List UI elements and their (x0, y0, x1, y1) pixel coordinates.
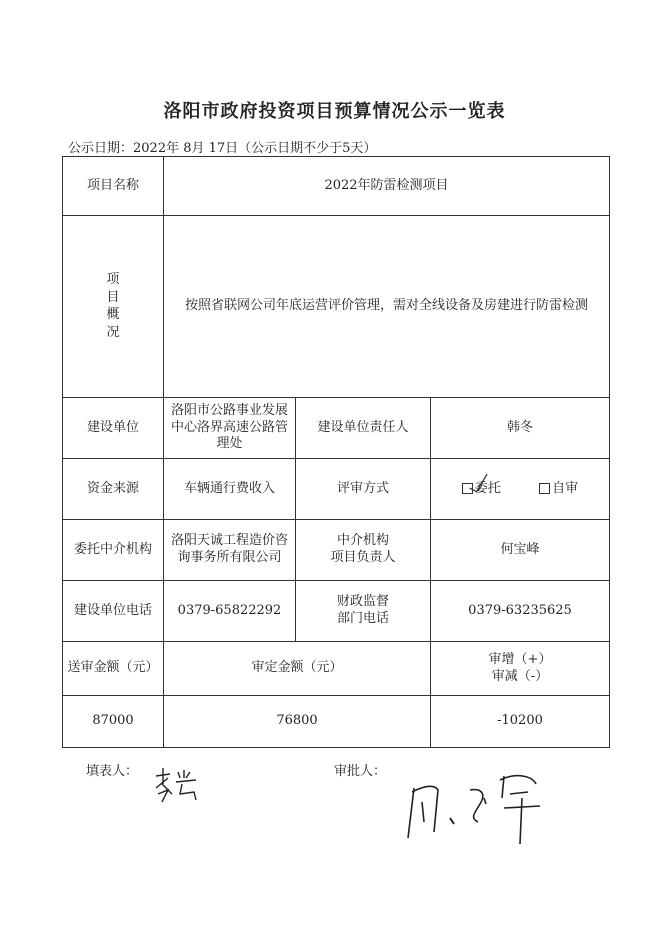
agency-label: 委托中介机构 (63, 520, 164, 581)
overview-label-char: 目 (106, 289, 120, 305)
project-name-value: 2022年防雷检测项目 (164, 157, 610, 216)
submitted-amount: 87000 (63, 696, 164, 748)
checkbox-icon (539, 483, 550, 494)
approver-label: 审批人： (334, 764, 387, 779)
approved-amount-label: 审定金额（元） (164, 642, 431, 696)
filler-label: 填表人： (86, 764, 139, 779)
overview-value: 按照省联网公司年底运营评价管理，需对全线设备及房建进行防雷检测 (164, 216, 610, 398)
review-method-options (431, 459, 610, 520)
project-table (62, 156, 610, 748)
fund-source-label: 资金来源 (63, 459, 164, 520)
table-row (63, 459, 610, 520)
builder-phone-label: 建设单位电话 (63, 581, 164, 642)
builder-responsible-value: 韩冬 (431, 398, 610, 459)
overview-label-char: 概 (106, 307, 120, 323)
builder-label: 建设单位 (63, 398, 164, 459)
review-method-label: 评审方式 (296, 459, 431, 520)
builder-value: 洛阳市公路事业发展中心洛界高速公路管理处 (164, 398, 296, 459)
overview-label-char: 项 (106, 272, 120, 288)
change-label: 审增（+） 审减（-） (431, 642, 610, 696)
project-name-label: 项目名称 (63, 157, 164, 216)
review-option-self[interactable]: 自审 (539, 481, 578, 496)
agency-head-value: 何宝峰 (431, 520, 610, 581)
agency-head-label: 中介机构 项目负责人 (296, 520, 431, 581)
fund-source-value: 车辆通行费收入 (164, 459, 296, 520)
document-title: 洛阳市政府投资项目预算情况公示一览表 (163, 101, 506, 122)
builder-phone-value: 0379-65822292 (164, 581, 296, 642)
finance-phone-label: 财政监督 部门电话 (296, 581, 431, 642)
table-row (63, 696, 610, 748)
table-row (63, 216, 610, 398)
finance-phone-value: 0379-63235625 (431, 581, 610, 642)
agency-value: 洛阳天诚工程造价咨询事务所有限公司 (164, 520, 296, 581)
review-option-entrust[interactable]: 委托 (462, 481, 505, 496)
builder-responsible-label: 建设单位责任人 (296, 398, 431, 459)
table-row (63, 581, 610, 642)
filler-signature (152, 764, 202, 804)
table-row (63, 157, 610, 216)
overview-label-char: 况 (106, 324, 120, 340)
table-row (63, 642, 610, 696)
overview-label (63, 216, 164, 398)
change-amount: -10200 (431, 696, 610, 748)
table-row (63, 520, 610, 581)
submitted-amount-label: 送审金额（元） (63, 642, 164, 696)
publish-date: 公示日期：2022年 8月 17日（公示日期不少于5天） (68, 141, 377, 156)
table-row (63, 398, 610, 459)
approver-signature (400, 758, 550, 848)
approved-amount: 76800 (164, 696, 431, 748)
